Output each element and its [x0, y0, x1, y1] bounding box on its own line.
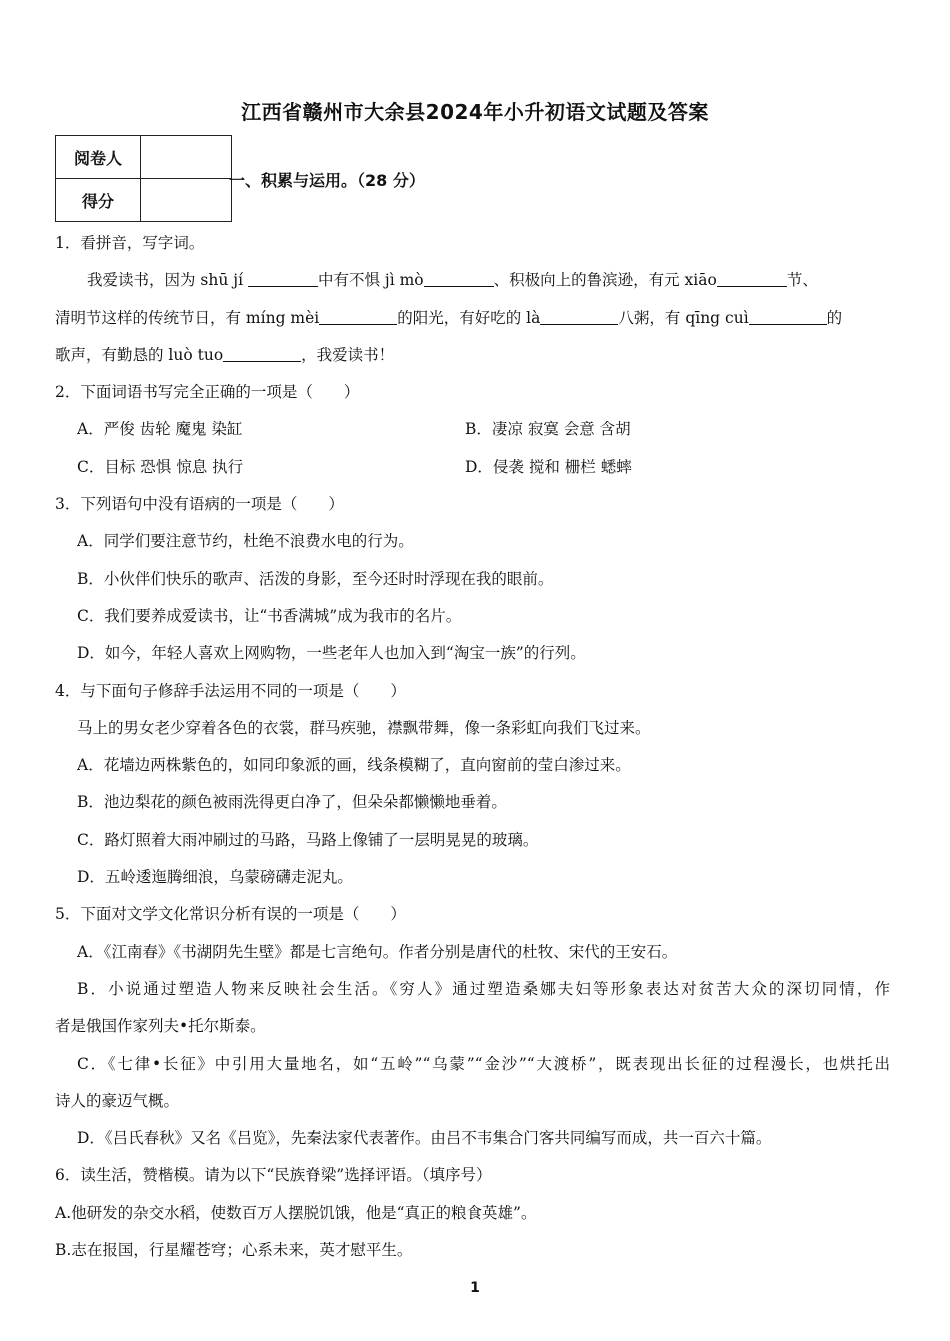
reviewer-label: 阅卷人 — [56, 136, 141, 179]
q4-option-c[interactable]: C．路灯照着大雨冲刷过的马路，马路上像铺了一层明晃晃的玻璃。 — [77, 830, 539, 849]
answer-blank[interactable] — [319, 306, 397, 325]
q2-options-row-2 — [55, 449, 890, 486]
q1-line-1 — [55, 262, 890, 299]
q3-option-a[interactable]: A．同学们要注意节约，杜绝不浪费水电的行为。 — [77, 532, 414, 551]
q2-options-row-1 — [55, 411, 890, 448]
q5-option-b-cont: 者是俄国作家列夫•托尔斯泰。 — [55, 1017, 266, 1036]
q2-option-d[interactable]: D．侵袭 搅和 栅栏 蟋蟀 — [465, 457, 632, 476]
q4-option-a[interactable]: A．花墙边两株紫色的，如同印象派的画，线条模糊了，直向窗前的莹白渗过来。 — [77, 756, 631, 775]
q2-stem: 2．下面词语书写完全正确的一项是（ ） — [55, 383, 360, 402]
q4-option-b[interactable]: B．池边梨花的颜色被雨洗得更白净了，但朵朵都懒懒地垂着。 — [77, 793, 507, 812]
q1-text: 节、 — [786, 271, 818, 290]
q1-text: 我爱读书，因为 shū jí — [87, 271, 248, 290]
page-number: 1 — [470, 1280, 480, 1296]
section-heading: 一、积累与运用。（28 分） — [229, 171, 425, 190]
answer-blank[interactable] — [223, 343, 301, 362]
q1-text: ，我爱读书！ — [301, 345, 395, 364]
q5-option-b[interactable]: B．小说通过塑造人物来反映社会生活。《穷人》通过塑造桑娜夫妇等形象表达对贫苦大众的深切同情，作 — [77, 979, 890, 998]
q5-option-c-cont: 诗人的豪迈气概。 — [55, 1091, 180, 1110]
q1-text: 歌声，有勤恳的 luò tuo — [55, 345, 224, 364]
answer-blank[interactable] — [540, 306, 618, 325]
q3-option-c[interactable]: C．我们要养成爱读书，让“书香满城”成为我市的名片。 — [77, 606, 462, 625]
document-title: 江西省赣州市大余县2024年小升初语文试题及答案 — [241, 100, 709, 124]
q4-option-d[interactable]: D．五岭逶迤腾细浪，乌蒙磅礴走泥丸。 — [77, 868, 353, 887]
score-label: 得分 — [56, 179, 141, 222]
q5-option-c[interactable]: C．《七律•长征》中引用大量地名，如“五岭”“乌蒙”“金沙”“大渡桥”，既表现出长征的过程漫长，也烘托出 — [77, 1054, 890, 1073]
q5-option-a[interactable]: A．《江南春》《书湖阴先生壁》都是七言绝句。作者分别是唐代的杜牧、宋代的王安石。 — [77, 942, 678, 961]
q5-stem: 5．下面对文学文化常识分析有误的一项是（ ） — [55, 905, 406, 924]
q1-line-2 — [55, 300, 890, 337]
q1-text: 八粥，有 qīng cuì — [618, 308, 749, 327]
q1-text: 的阳光，有好吃的 là — [397, 308, 541, 327]
q5-option-d[interactable]: D．《吕氏春秋》又名《吕览》，先秦法家代表著作。由吕不韦集合门客共同编写而成，共一百六十篇。 — [77, 1129, 772, 1148]
q2-option-a[interactable]: A．严俊 齿轮 魔鬼 染缸 — [77, 420, 243, 439]
q1-text: 清明节这样的传统节日，有 míng mèi — [55, 308, 320, 327]
reviewer-cell — [141, 136, 232, 179]
q6-item-b: B.志在报国，行星耀苍穹；心系未来，英才慰平生。 — [55, 1241, 413, 1260]
q1-stem: 1．看拼音，写字词。 — [55, 234, 205, 252]
q6-stem: 6．读生活，赞楷模。请为以下“民族脊梁”选择评语。（填序号） — [55, 1166, 492, 1185]
q3-option-b[interactable]: B．小伙伴们快乐的歌声、活泼的身影，至今还时时浮现在我的眼前。 — [77, 569, 554, 588]
question-content — [55, 225, 890, 1269]
q2-option-b[interactable]: B．凄凉 寂寞 会意 含胡 — [465, 420, 631, 439]
answer-blank[interactable] — [717, 268, 787, 287]
q1-line-3 — [55, 337, 890, 374]
q3-stem: 3．下列语句中没有语病的一项是（ ） — [55, 495, 344, 514]
q4-stem: 4．与下面句子修辞手法运用不同的一项是（ ） — [55, 681, 406, 700]
q1-text: 、积极向上的鲁滨逊，有元 xiāo — [493, 271, 717, 290]
q1-text: 的 — [826, 308, 843, 327]
answer-blank[interactable] — [749, 306, 827, 325]
q1-text: 中有不惧 jì mò — [317, 271, 424, 290]
answer-blank[interactable] — [248, 268, 318, 287]
answer-blank[interactable] — [424, 268, 494, 287]
score-table — [55, 135, 232, 222]
q6-item-a: A.他研发的杂交水稻，使数百万人摆脱饥饿，他是“真正的粮食英雄”。 — [55, 1203, 537, 1222]
q4-sentence: 马上的男女老少穿着各色的衣裳，群马疾驰，襟飘带舞，像一条彩虹向我们飞过来。 — [77, 718, 651, 737]
q2-option-c[interactable]: C．目标 恐惧 惊息 执行 — [77, 457, 244, 476]
q3-option-d[interactable]: D．如今，年轻人喜欢上网购物，一些老年人也加入到“淘宝一族”的行列。 — [77, 644, 586, 663]
score-cell — [141, 179, 232, 222]
